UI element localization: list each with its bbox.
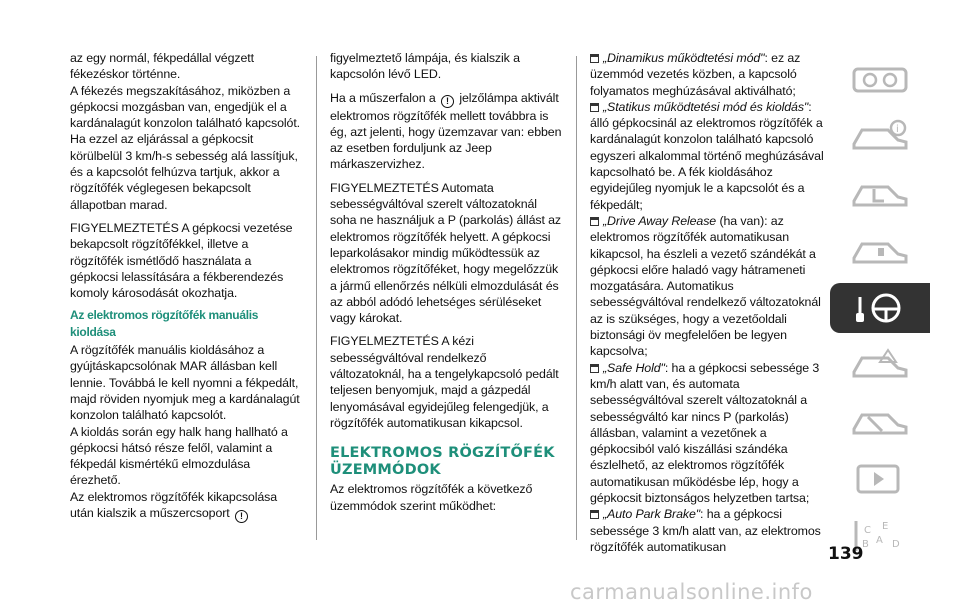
paragraph-text: Ha a műszerfalon a [330,90,436,105]
bullet-icon [590,510,599,519]
tab-info[interactable] [830,112,930,162]
paragraph-text: Az elektromos rögzítőfék kikapcsolása után kialszik a műszercsoport [70,489,278,521]
text-column-3 [590,50,830,555]
tab-warning[interactable] [830,340,930,390]
column-divider [576,56,577,540]
list-item [590,506,830,555]
page-number: 139 [828,544,864,564]
list-item [590,213,830,360]
car-warning-icon [848,346,912,384]
bullet-icon [590,54,599,63]
tab-safety[interactable] [830,226,930,276]
bullet-icon [590,364,599,373]
mode-name: „Statikus működtetési mód és kioldás" [603,99,809,114]
svg-text:B: B [862,539,869,550]
chapter-sidebar [828,55,960,568]
mode-desc: : ez az üzemmód vezetés közben, a kapcsoló folyamatos meghúzásával aktiválható; [590,51,801,98]
car-dashboard-icon [848,61,912,99]
paragraph: az egy normál, fékpedállal végzett fékezéskor történne. [70,51,254,82]
mode-name: „Safe Hold" [603,360,665,375]
paragraph [70,489,302,523]
text-column-1 [70,50,302,523]
mode-desc: : álló gépkocsinál az elektromos rögzítőfék a kardánalagút konzolon található kapcsoló egyszeri alkalommal történő meghúzásával kapcsolható be. A fék kioldásához egyidejűleg nyomjuk le a kapcsolót és a fékpedált; [590,99,824,212]
svg-text:i: i [896,124,899,135]
svg-text:E: E [882,521,889,532]
brake-warning-icon: ! [235,510,248,523]
car-wrench-icon [848,403,912,441]
brake-malfunction-icon: ! [441,95,454,108]
tab-service[interactable] [830,397,930,447]
section-title: ELEKTROMOS RÖGZÍTŐFÉK ÜZEMMÓDOK [330,445,555,479]
paragraph: figyelmeztető lámpája, és kialszik a kapcsolón lévő LED. [330,51,520,82]
svg-text:D: D [892,539,900,550]
tab-dashboard[interactable] [830,55,930,105]
tab-driving[interactable] [830,283,930,333]
paragraph: A fékezés megszakításához, miközben a gépkocsi mozgásban van, engedjük el a kardánalagút konzolon található kapcsolót. [70,83,301,131]
warning-paragraph: FIGYELMEZTETÉS Automata sebességváltóval szerelt változatoknál soha ne használjuk a P (parkolás) állást az elektromos rögzítőfék helyett. A gépkocsi leparkolásakor mindig működtessük az elektromos rögzítőféket, hogy megelőzzük a jármű ellenőrzés nélküli elmozdulását és az abból adódó lehetséges sérüléseket vagy károkat. [330,180,562,326]
svg-text:C: C [864,525,871,536]
mode-name: „Auto Park Brake" [603,507,701,522]
paragraph: A rögzítőfék manuális kioldásához a gyújtáskapcsolónak MAR állásban kell lennie. Továbbá le kell nyomni a fékpedált, majd röviden nyomjuk meg a kardánalagút konzolon található kapcsolót. [70,343,300,423]
column-divider [316,56,317,540]
car-info-icon [848,118,912,156]
paragraph: A kioldás során egy halk hang hallható a gépkocsi hátsó része felől, valamint a fékpedál kismértékű elmozdulása érezhető. [70,424,288,488]
paragraph [330,90,562,173]
bullet-icon [590,103,599,112]
paragraph-text: jelzőlámpa aktivált elektromos rögzítőfék mellett továbbra is ég, azt jelenti, hogy üzemzavar van: ebben az esetben forduljunk az Jeep márkaszervizhez. [330,90,562,172]
subheading: Az elektromos rögzítőfék manuális kioldása [70,308,259,339]
car-seat-icon [848,175,912,213]
list-item [590,360,830,507]
car-safety-icon [848,232,912,270]
mode-desc: : ha a gépkocsi sebessége 3 km/h alatt van, és automata sebességváltóval szerelt változatoknál a sebességváltó kar nincs P (parkolás) állásban, valamint a vezetőnek a gépkocsiból való kiszállási szándéka észlelhető, az elektromos rögzítőfék automatikusan működésbe lép, hogy a gépkocsit biztonságos helyzetben tartsa; [590,360,820,506]
mode-desc: : ha a gépkocsi sebessége 3 km/h alatt van, az elektromos rögzítőfék automatikusan [590,507,821,554]
multimedia-icon [848,460,912,498]
bullet-icon [590,217,599,226]
mode-desc: (ha van): az elektromos rögzítőfék automatikusan kikapcsol, ha észleli a vezető szándékát a gépkocsi előre haladó vagy hátrameneti mozgatására. Automatikus sebességváltóval rendelkező változatoknál az is szükséges, hogy a vezetőoldali biztonsági öv megfelelően be legyen kapcsolva; [590,213,821,359]
watermark: carmanualsonline.info [570,580,813,604]
svg-text:A: A [876,535,883,546]
mode-name: „Dinamikus működtetési mód" [603,51,765,65]
tab-seat[interactable] [830,169,930,219]
mode-name: „Drive Away Release [603,213,717,228]
text-column-2 [330,50,562,514]
car-key-steering-icon [848,289,912,327]
paragraph: Ha ezzel az eljárással a gépkocsit körülbelül 3 km/h-s sebesség alá lassítjuk, és a kapcsolót felhúzva tartjuk, akkor a rögzítőfék véglegesen bekapcsolt állapotban marad. [70,132,298,212]
warning-paragraph: FIGYELMEZTETÉS A kézi sebességváltóval rendelkező változatoknál, ha a tengelykapcsoló pedált teljesen benyomjuk, majd a gázpedál lenyomásával egyidejűleg felengedjük, a rögzítőfék automatikusan kikapcsol. [330,334,559,430]
paragraph: Az elektromos rögzítőfék a következő üzemmódok szerint működhet: [330,482,533,513]
list-item [590,50,830,99]
warning-paragraph: FIGYELMEZTETÉS A gépkocsi vezetése bekapcsolt rögzítőfékkel, illetve a rögzítőfék ismétlődő használata a gépkocsi lelassítására a fékberendezés komoly károsodását okozhatja. [70,220,293,301]
list-item [590,99,830,213]
tab-multimedia[interactable] [830,454,930,504]
